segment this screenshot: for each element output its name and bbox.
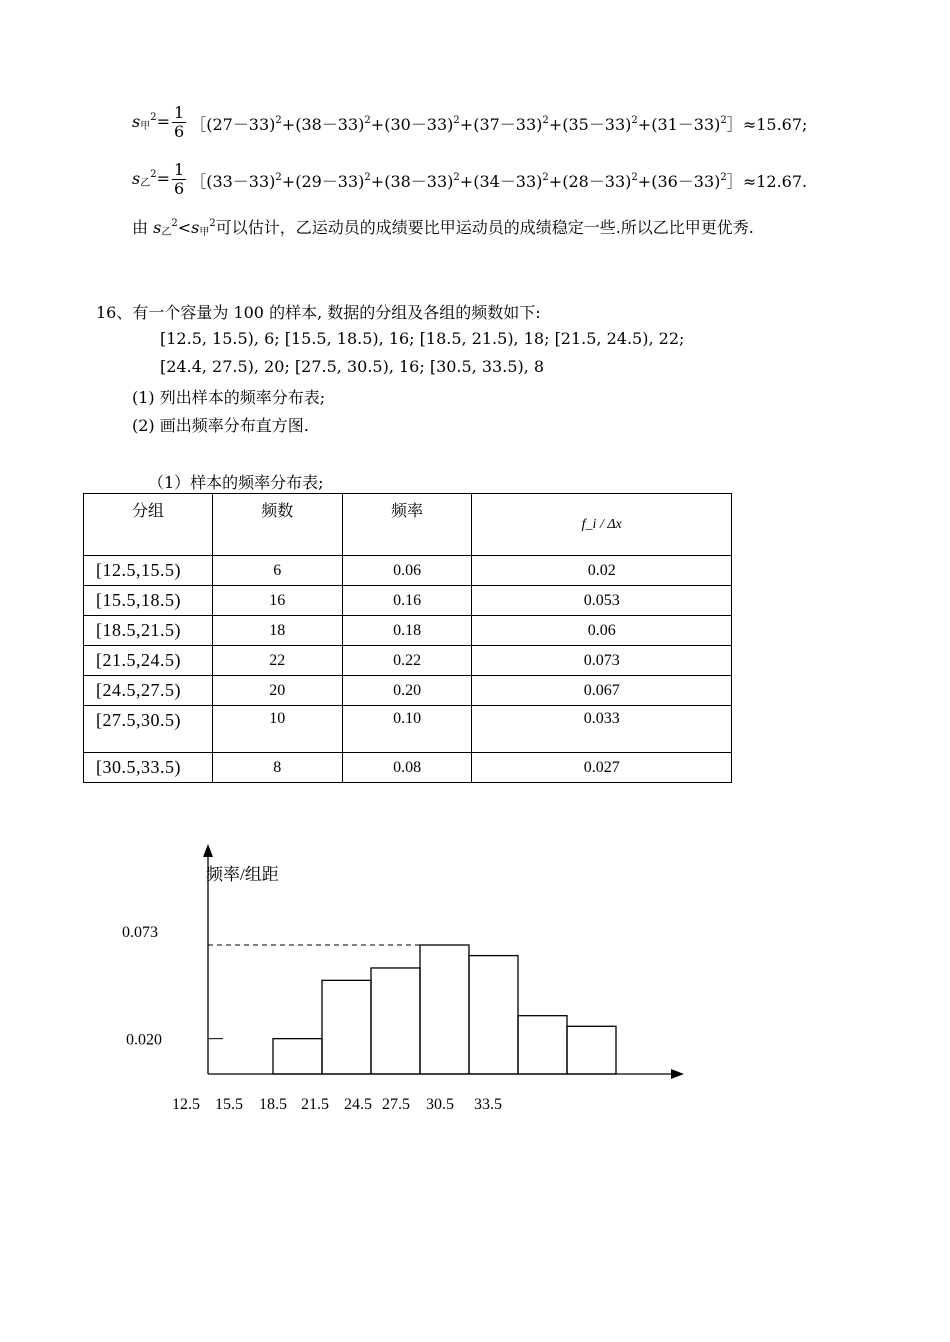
- histogram-bar-6: [567, 1026, 616, 1074]
- x-tick-label-1: 15.5: [215, 1096, 243, 1113]
- histogram-bar-5: [518, 1016, 567, 1074]
- histogram-bars: [273, 945, 616, 1074]
- cell-count: 18: [212, 616, 342, 646]
- cell-group: [30.5,33.5): [84, 753, 213, 783]
- y-axis-arrow-icon: [203, 844, 213, 857]
- header-density: f_i / Δx: [472, 494, 732, 556]
- cell-group: [15.5,18.5): [84, 586, 213, 616]
- cell-frequency: 0.06: [342, 556, 472, 586]
- frequency-histogram: [0, 830, 950, 1130]
- table-row: [84, 586, 732, 616]
- cell-group: [18.5,21.5): [84, 616, 213, 646]
- table-row: [84, 753, 732, 783]
- problem-groups-line-1: [12.5, 15.5), 6; [15.5, 18.5), 16; [18.5, 21.5), 18; [21.5, 24.5), 22;: [160, 329, 685, 348]
- x-tick-label-3: 21.5: [301, 1096, 329, 1113]
- question-2: (2) 画出频率分布直方图.: [132, 416, 309, 435]
- question-1: (1) 列出样本的频率分布表;: [132, 388, 326, 407]
- cell-density: 0.073: [472, 646, 732, 676]
- table-row: [84, 616, 732, 646]
- cell-frequency: 0.10: [342, 706, 472, 753]
- cell-frequency: 0.20: [342, 676, 472, 706]
- cell-group: [27.5,30.5): [84, 706, 213, 753]
- x-tick-labels: [172, 1096, 502, 1113]
- cell-frequency: 0.22: [342, 646, 472, 676]
- cell-density: 0.067: [472, 676, 732, 706]
- x-tick-label-0: 12.5: [172, 1096, 200, 1113]
- cell-density: 0.027: [472, 753, 732, 783]
- histogram-bar-2: [371, 968, 420, 1074]
- table-row: [84, 706, 732, 753]
- x-tick-label-2: 18.5: [259, 1096, 287, 1113]
- x-axis-arrow-icon: [671, 1069, 684, 1079]
- y-tick-label-1: 0.020: [126, 1031, 162, 1049]
- histogram-bar-4: [469, 956, 518, 1074]
- table-row: [84, 676, 732, 706]
- cell-frequency: 0.16: [342, 586, 472, 616]
- conclusion-text: 由 $s_乙^2<s_甲^2$可以估计，乙运动员的成绩要比甲运动员的成绩稳定一些.所以乙比甲更优秀.: [132, 218, 754, 238]
- x-tick-label-5: 27.5: [382, 1096, 410, 1113]
- header-count: 频数: [212, 494, 342, 556]
- table-header-row: [84, 494, 732, 556]
- cell-count: 20: [212, 676, 342, 706]
- cell-density: 0.053: [472, 586, 732, 616]
- table-row: [84, 646, 732, 676]
- x-tick-label-4: 24.5: [344, 1096, 372, 1113]
- cell-group: [21.5,24.5): [84, 646, 213, 676]
- histogram-bar-0: [273, 1039, 322, 1074]
- cell-count: 16: [212, 586, 342, 616]
- y-axis-label: 频率/组距: [206, 865, 279, 884]
- fraction: $\frac{1}{6}$: [174, 103, 185, 141]
- problem-title: 16、有一个容量为 100 的样本, 数据的分组及各组的频数如下:: [96, 303, 541, 322]
- cell-frequency: 0.18: [342, 616, 472, 646]
- histogram-bar-3: [420, 945, 469, 1074]
- cell-group: [12.5,15.5): [84, 556, 213, 586]
- header-group: 分组: [84, 494, 213, 556]
- cell-count: 6: [212, 556, 342, 586]
- fraction: $\frac{1}{6}$: [174, 160, 185, 198]
- y-tick-label-0: 0.073: [122, 924, 158, 941]
- table-caption: （1）样本的频率分布表;: [148, 473, 324, 492]
- cell-density: 0.02: [472, 556, 732, 586]
- header-frequency: 频率: [342, 494, 472, 556]
- formula-s-yi: $s_乙^2=$ $\frac{1}{6}$ $[(33-33)^2+(29-33)^2+(38-33)^2+(34-33)^2+(28-33)^2+(36-33)^2]\approx 12.67$.: [132, 160, 808, 198]
- cell-density: 0.033: [472, 706, 732, 753]
- formula-s-jia: $s_甲^2=$ $\frac{1}{6}$ $[(27-33)^2+(38-33)^2+(30-33)^2+(37-33)^2+(35-33)^2+(31-33)^2]\approx 15.67$;: [132, 103, 808, 141]
- x-tick-label-7: 33.5: [474, 1096, 502, 1113]
- x-tick-label-6: 30.5: [426, 1096, 454, 1113]
- cell-count: 8: [212, 753, 342, 783]
- table-row: [84, 556, 732, 586]
- cell-frequency: 0.08: [342, 753, 472, 783]
- cell-count: 22: [212, 646, 342, 676]
- histogram-bar-1: [322, 980, 371, 1074]
- frequency-table: [83, 493, 732, 783]
- cell-count: 10: [212, 706, 342, 753]
- cell-density: 0.06: [472, 616, 732, 646]
- problem-groups-line-2: [24.4, 27.5), 20; [27.5, 30.5), 16; [30.5, 33.5), 8: [160, 357, 545, 376]
- cell-group: [24.5,27.5): [84, 676, 213, 706]
